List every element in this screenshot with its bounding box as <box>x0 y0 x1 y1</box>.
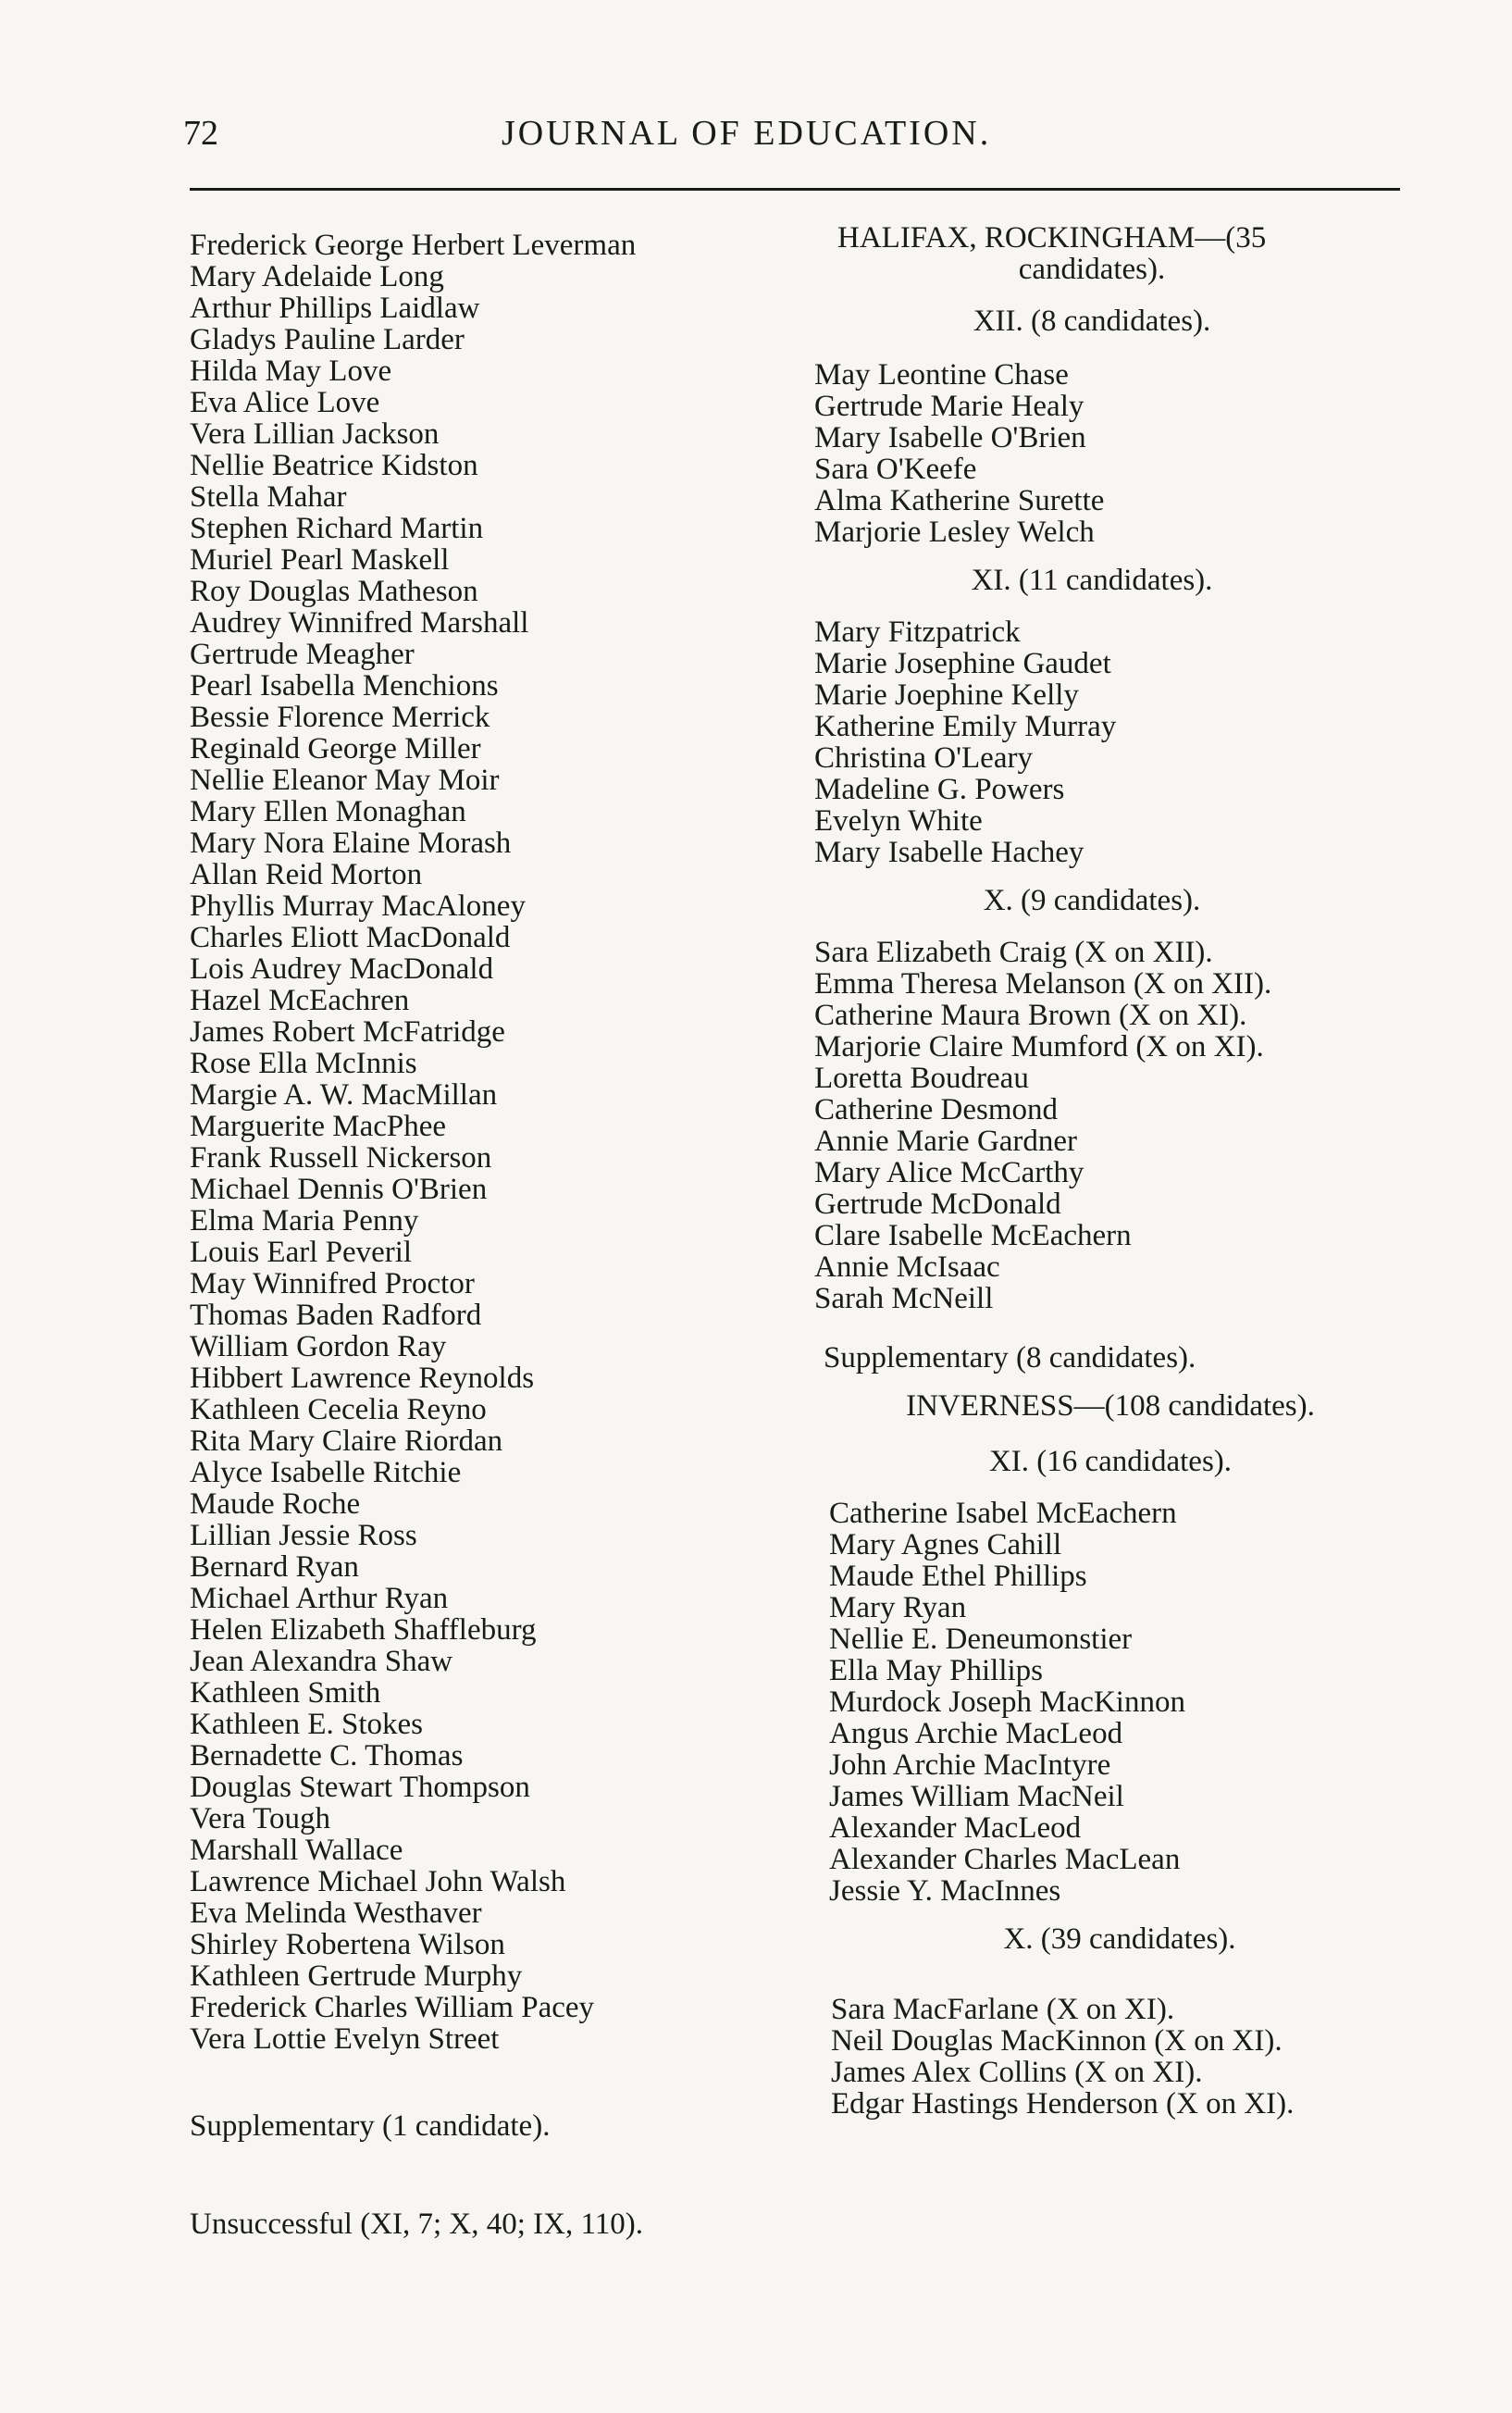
list-item: Sarah McNeill <box>814 1282 994 1315</box>
list-item: Neil Douglas MacKinnon (X on XI). <box>831 2024 1283 2058</box>
list-item: Vera Tough <box>190 1802 330 1835</box>
list-item: May Winnifred Proctor <box>190 1267 475 1300</box>
header-rule <box>190 188 1400 191</box>
list-item: Arthur Phillips Laidlaw <box>190 292 480 325</box>
page-header <box>0 113 1512 168</box>
list-item: Kathleen Cecelia Reyno <box>190 1393 487 1426</box>
list-item: Maude Ethel Phillips <box>829 1560 1087 1593</box>
list-item: Gladys Pauline Larder <box>190 323 465 356</box>
spacer <box>190 2142 791 2208</box>
list-item: Stella Mahar <box>190 480 347 514</box>
list-item: Madeline G. Powers <box>814 773 1065 806</box>
list-item: Frederick George Herbert Leverman <box>190 229 637 262</box>
county-heading-halifax: HALIFAX, ROCKINGHAM—(35 <box>837 221 1267 255</box>
list-item: Mary Fitzpatrick <box>814 616 1021 649</box>
list-item: Catherine Isabel McEachern <box>829 1497 1177 1530</box>
list-item: Eva Melinda Westhaver <box>190 1897 482 1930</box>
list-item: Roy Douglas Matheson <box>190 575 478 608</box>
list-item: Michael Dennis O'Brien <box>190 1173 488 1206</box>
list-item: James Alex Collins (X on XI). <box>831 2056 1203 2089</box>
list-item: Alexander MacLeod <box>829 1811 1082 1845</box>
list-item: Catherine Maura Brown (X on XI). <box>814 999 1247 1032</box>
list-item: Gertrude Meagher <box>190 638 415 671</box>
list-item: Sara O'Keefe <box>814 453 977 486</box>
list-item: Bessie Florence Merrick <box>190 701 490 734</box>
list-item: Nellie Eleanor May Moir <box>190 764 500 797</box>
list-item: Hilda May Love <box>190 354 392 388</box>
list-item: Marie Joephine Kelly <box>814 678 1079 712</box>
list-item: Gertrude McDonald <box>814 1188 1061 1221</box>
list-item: Lillian Jessie Ross <box>190 1519 417 1552</box>
list-item: Nellie E. Deneumonstier <box>829 1623 1133 1656</box>
list-item: Lois Audrey MacDonald <box>190 952 494 986</box>
left-unsuccessful: Unsuccessful (XI, 7; X, 40; IX, 110). <box>190 2208 644 2241</box>
list-item: Clare Isabelle McEachern <box>814 1219 1132 1252</box>
list-item: Audrey Winnifred Marshall <box>190 606 529 640</box>
list-item: Evelyn White <box>814 804 983 838</box>
list-item: Sara MacFarlane (X on XI). <box>831 1993 1175 2026</box>
list-item: Reginald George Miller <box>190 732 481 765</box>
list-item: Annie McIsaac <box>814 1250 1000 1284</box>
list-item: Alyce Isabelle Ritchie <box>190 1456 462 1489</box>
list-item: Angus Archie MacLeod <box>829 1717 1123 1750</box>
list-item: Bernadette C. Thomas <box>190 1739 464 1772</box>
list-item: Stephen Richard Martin <box>190 512 484 545</box>
list-item: Alma Katherine Surette <box>814 484 1105 517</box>
list-item: Loretta Boudreau <box>814 1062 1029 1095</box>
list-item: May Leontine Chase <box>814 358 1069 392</box>
list-item: James William MacNeil <box>829 1780 1124 1813</box>
list-item: Pearl Isabella Menchions <box>190 669 499 703</box>
grade-heading-x: X. (9 candidates). <box>983 884 1201 917</box>
list-item: Bernard Ryan <box>190 1550 359 1584</box>
spacer <box>190 2055 791 2110</box>
list-item: Gertrude Marie Healy <box>814 390 1084 423</box>
grade-heading-xii: XII. (8 candidates). <box>973 305 1211 338</box>
list-item: Mary Agnes Cahill <box>829 1528 1062 1561</box>
list-item: Elma Maria Penny <box>190 1204 419 1238</box>
list-item: Katherine Emily Murray <box>814 710 1117 743</box>
list-item: Marguerite MacPhee <box>190 1110 447 1143</box>
list-item: Douglas Stewart Thompson <box>190 1771 530 1804</box>
list-item: Shirley Robertena Wilson <box>190 1928 505 1961</box>
left-name-list <box>190 230 791 2055</box>
list-item: Mary Adelaide Long <box>190 260 444 293</box>
list-item: Murdock Joseph MacKinnon <box>829 1685 1185 1719</box>
list-item: Vera Lottie Evelyn Street <box>190 2022 500 2056</box>
list-item: William Gordon Ray <box>190 1330 447 1363</box>
left-column <box>190 230 791 2240</box>
county-heading-halifax-cont: candidates). <box>1018 253 1166 286</box>
list-item: Vera Lillian Jackson <box>190 417 440 451</box>
inverness-x-list <box>831 1994 1444 2120</box>
grade-heading-xi: XI. (11 candidates). <box>971 564 1213 597</box>
list-item: Helen Elizabeth Shaffleburg <box>190 1613 537 1647</box>
list-item: Allan Reid Morton <box>190 858 423 891</box>
list-item: Emma Theresa Melanson (X on XII). <box>814 967 1272 1001</box>
list-item: Edgar Hastings Henderson (X on XI). <box>831 2087 1295 2121</box>
list-item: Christina O'Leary <box>814 741 1033 775</box>
list-item: Muriel Pearl Maskell <box>190 543 450 577</box>
page-number: 72 <box>183 114 218 153</box>
list-item: Mary Ellen Monaghan <box>190 795 466 828</box>
right-column <box>814 222 1444 2120</box>
grade-heading-xi-inverness: XI. (16 candidates). <box>988 1445 1233 1478</box>
list-item: Mary Alice McCarthy <box>814 1156 1084 1189</box>
list-item: Sara Elizabeth Craig (X on XII). <box>814 936 1213 969</box>
list-item: Rose Ella McInnis <box>190 1047 417 1080</box>
list-item: Louis Earl Peveril <box>190 1236 413 1269</box>
list-item: Nellie Beatrice Kidston <box>190 449 478 482</box>
list-item: Mary Isabelle O'Brien <box>814 421 1086 454</box>
left-supplementary: Supplementary (1 candidate). <box>190 2109 551 2143</box>
list-item: Kathleen Smith <box>190 1676 381 1710</box>
list-item: Annie Marie Gardner <box>814 1125 1078 1158</box>
grade-heading-x-inverness: X. (39 candidates). <box>1003 1922 1236 1956</box>
list-item: Hibbert Lawrence Reynolds <box>190 1362 535 1395</box>
running-title: JOURNAL OF EDUCATION. <box>502 114 992 153</box>
list-item: Thomas Baden Radford <box>190 1299 482 1332</box>
list-item: Maude Roche <box>190 1487 361 1521</box>
list-item: James Robert McFatridge <box>190 1015 505 1049</box>
list-item: Frederick Charles William Pacey <box>190 1991 595 2024</box>
spacer <box>814 1485 1444 1498</box>
list-item: Jean Alexandra Shaw <box>190 1645 453 1678</box>
list-item: Mary Ryan <box>829 1591 967 1624</box>
list-item: Frank Russell Nickerson <box>190 1141 492 1175</box>
county-heading-inverness: INVERNESS—(108 candidates). <box>906 1389 1315 1423</box>
halifax-supplementary: Supplementary (8 candidates). <box>824 1341 1196 1374</box>
list-item: John Archie MacIntyre <box>829 1748 1111 1782</box>
list-item: Catherine Desmond <box>814 1093 1059 1126</box>
list-item: Charles Eliott MacDonald <box>190 921 511 954</box>
list-item: Rita Mary Claire Riordan <box>190 1424 503 1458</box>
list-item: Kathleen E. Stokes <box>190 1708 424 1741</box>
list-item: Hazel McEachren <box>190 984 410 1017</box>
list-item: Jessie Y. MacInnes <box>829 1874 1061 1908</box>
list-item: Marshall Wallace <box>190 1834 403 1867</box>
list-item: Margie A. W. MacMillan <box>190 1078 498 1112</box>
list-item: Marjorie Claire Mumford (X on XI). <box>814 1030 1264 1063</box>
list-item: Eva Alice Love <box>190 386 380 419</box>
spacer <box>814 1314 1444 1342</box>
list-item: Marie Josephine Gaudet <box>814 647 1111 680</box>
spacer <box>814 1971 1444 1994</box>
list-item: Phyllis Murray MacAloney <box>190 889 526 923</box>
list-item: Ella May Phillips <box>829 1654 1043 1687</box>
list-item: Mary Isabelle Hachey <box>814 836 1084 869</box>
inverness-xi-list <box>829 1498 1444 1907</box>
list-item: Kathleen Gertrude Murphy <box>190 1959 523 1993</box>
list-item: Lawrence Michael John Walsh <box>190 1865 566 1898</box>
list-item: Michael Arthur Ryan <box>190 1582 449 1615</box>
list-item: Mary Nora Elaine Morash <box>190 827 512 860</box>
list-item: Marjorie Lesley Welch <box>814 516 1095 549</box>
list-item: Alexander Charles MacLean <box>829 1843 1181 1876</box>
